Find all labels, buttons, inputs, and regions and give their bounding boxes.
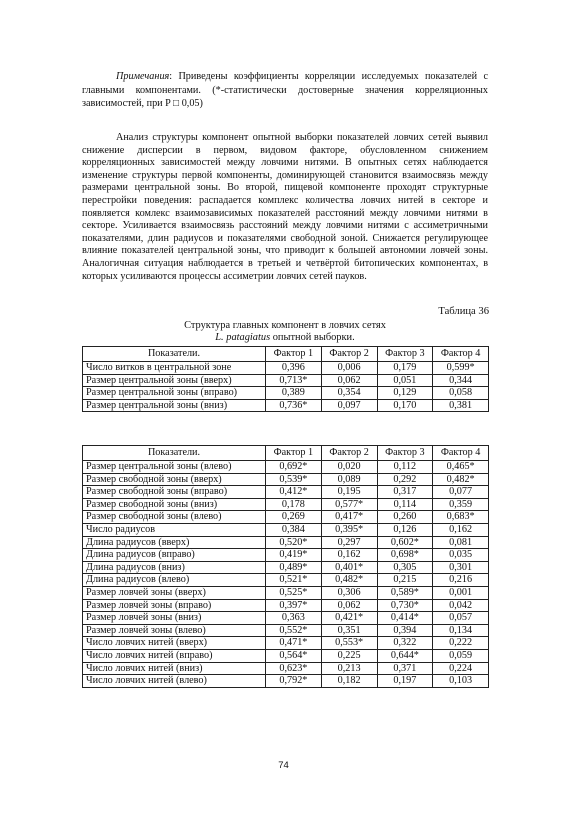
factor-3-value-cell: 0,215 (377, 574, 433, 587)
factor-2-value-cell: 0,162 (321, 549, 377, 562)
factor-4-value-cell: 0,344 (433, 374, 489, 387)
table-row (83, 549, 489, 562)
indicator-name-cell: Размер свободной зоны (вниз) (83, 498, 266, 511)
factor-2-value-cell: 0,351 (321, 624, 377, 637)
table-row (83, 624, 489, 637)
caption-line-2 (82, 332, 488, 344)
factor-1-value-cell: 0,178 (266, 498, 322, 511)
factor-2-value-cell: 0,553* (321, 637, 377, 650)
factor-2-value-cell: 0,354 (321, 387, 377, 400)
analysis-paragraph: Анализ структуры компонент опытной выборки показателей ловчих сетей выявил снижение дисперсии в первом, видовом факторе, обусловленном снижением корреляционных зависимостей между ловчими нитями. В опытных сетях наблюдается изменение структуры первой компоненты, доминирующей становится взаимосвязь между размерами центральной зоны. Во второй, пищевой компоненте проходят структурные перестройки поведения: распадается комплекс количества ловчих нитей в секторе и появляется комлекс взаимозависимых показателей расстояний между ловчими нитями в секторе. Усиливается взаимосвязь расстояний между ловчими нитями с ассиметричными показателями, длин радиусов и показателями свободной зоной. Снижается регулирующее влияние показателей центральной зоны, что приводит к большей автономии ловчей зоны. Аналогичная ситуация наблюдается в третьей и четвёртой битопических компонентах, в которых усиливаются процессы ассиметрии ловчих сетей пауков. (82, 132, 488, 282)
table-body (83, 362, 489, 412)
factor-1-value-cell: 0,471* (266, 637, 322, 650)
table-note (82, 70, 488, 111)
factor-3-value-cell: 0,292 (377, 473, 433, 486)
factor-3-value-cell: 0,698* (377, 549, 433, 562)
table-row (83, 536, 489, 549)
factor-3-value-cell: 0,317 (377, 486, 433, 499)
factor-4-value-cell: 0,134 (433, 624, 489, 637)
factor-1-value-cell: 0,363 (266, 612, 322, 625)
factor-4-value-cell: 0,059 (433, 649, 489, 662)
table-row (83, 473, 489, 486)
factor-4-value-cell: 0,465* (433, 461, 489, 474)
note-label: Примечания (116, 71, 170, 82)
indicator-name-cell: Длина радиусов (вверх) (83, 536, 266, 549)
factor-3-value-cell: 0,414* (377, 612, 433, 625)
table-body (83, 461, 489, 688)
factor-1-value-cell: 0,269 (266, 511, 322, 524)
table-row (83, 637, 489, 650)
page-number: 74 (278, 760, 289, 771)
factor-3-value-cell: 0,260 (377, 511, 433, 524)
factor-3-value-cell: 0,322 (377, 637, 433, 650)
caption-line-1: Структура главных компонент в ловчих сетях (184, 320, 386, 331)
factor-3-value-cell: 0,305 (377, 561, 433, 574)
indicator-name-cell: Длина радиусов (вниз) (83, 561, 266, 574)
indicator-name-cell: Число радиусов (83, 523, 266, 536)
table-row (83, 511, 489, 524)
factor-table-2 (82, 445, 489, 688)
indicator-name-cell: Размер ловчей зоны (вниз) (83, 612, 266, 625)
factor-2-value-cell: 0,421* (321, 612, 377, 625)
table-number: Таблица 36 (438, 306, 489, 317)
factor-3-value-cell: 0,170 (377, 399, 433, 412)
factor-4-value-cell: 0,001 (433, 586, 489, 599)
table-row (83, 399, 489, 412)
factor-2-value-cell: 0,577* (321, 498, 377, 511)
table-row (83, 498, 489, 511)
indicator-name-cell: Число ловчих нитей (вверх) (83, 637, 266, 650)
indicator-name-cell: Размер центральной зоны (вверх) (83, 374, 266, 387)
factor-3-value-cell: 0,129 (377, 387, 433, 400)
indicator-name-cell: Размер ловчей зоны (вправо) (83, 599, 266, 612)
factor-3-value-cell: 0,112 (377, 461, 433, 474)
header-factor-2: Фактор 2 (321, 347, 377, 362)
factor-4-value-cell: 0,683* (433, 511, 489, 524)
table-row (83, 599, 489, 612)
factor-2-value-cell: 0,006 (321, 362, 377, 375)
factor-1-value-cell: 0,412* (266, 486, 322, 499)
factor-1-value-cell: 0,396 (266, 362, 322, 375)
factor-2-value-cell: 0,417* (321, 511, 377, 524)
header-factor-4: Фактор 4 (433, 446, 489, 461)
factor-4-value-cell: 0,058 (433, 387, 489, 400)
factor-1-value-cell: 0,520* (266, 536, 322, 549)
indicator-name-cell: Размер свободной зоны (вверх) (83, 473, 266, 486)
table-row (83, 649, 489, 662)
factor-1-value-cell: 0,736* (266, 399, 322, 412)
table-row (83, 675, 489, 688)
indicator-name-cell: Число витков в центральной зоне (83, 362, 266, 375)
table-row (83, 461, 489, 474)
table-row (83, 374, 489, 387)
factor-2-value-cell: 0,195 (321, 486, 377, 499)
factor-3-value-cell: 0,197 (377, 675, 433, 688)
factor-3-value-cell: 0,644* (377, 649, 433, 662)
factor-4-value-cell: 0,162 (433, 523, 489, 536)
header-factor-1: Фактор 1 (266, 347, 322, 362)
factor-2-value-cell: 0,482* (321, 574, 377, 587)
factor-3-value-cell: 0,589* (377, 586, 433, 599)
indicator-name-cell: Размер центральной зоны (влево) (83, 461, 266, 474)
factor-4-value-cell: 0,035 (433, 549, 489, 562)
factor-4-value-cell: 0,222 (433, 637, 489, 650)
indicator-name-cell: Число ловчих нитей (влево) (83, 675, 266, 688)
header-indicator: Показатели. (83, 446, 266, 461)
header-indicator: Показатели. (83, 347, 266, 362)
factor-1-value-cell: 0,397* (266, 599, 322, 612)
factor-4-value-cell: 0,042 (433, 599, 489, 612)
factor-1-value-cell: 0,521* (266, 574, 322, 587)
factor-1-value-cell: 0,692* (266, 461, 322, 474)
indicator-name-cell: Размер свободной зоны (вправо) (83, 486, 266, 499)
header-factor-1: Фактор 1 (266, 446, 322, 461)
factor-4-value-cell: 0,224 (433, 662, 489, 675)
header-factor-2: Фактор 2 (321, 446, 377, 461)
factor-1-value-cell: 0,539* (266, 473, 322, 486)
header-factor-3: Фактор 3 (377, 347, 433, 362)
factor-3-value-cell: 0,394 (377, 624, 433, 637)
factor-1-value-cell: 0,489* (266, 561, 322, 574)
header-factor-4: Фактор 4 (433, 347, 489, 362)
factor-2-value-cell: 0,182 (321, 675, 377, 688)
table-row (83, 574, 489, 587)
factor-4-value-cell: 0,381 (433, 399, 489, 412)
indicator-name-cell: Длина радиусов (влево) (83, 574, 266, 587)
factor-2-value-cell: 0,097 (321, 399, 377, 412)
factor-2-value-cell: 0,089 (321, 473, 377, 486)
factor-table-1 (82, 346, 489, 412)
factor-1-value-cell: 0,419* (266, 549, 322, 562)
factor-4-value-cell: 0,301 (433, 561, 489, 574)
factor-1-value-cell: 0,623* (266, 662, 322, 675)
factor-3-value-cell: 0,114 (377, 498, 433, 511)
factor-2-value-cell: 0,395* (321, 523, 377, 536)
indicator-name-cell: Размер ловчей зоны (влево) (83, 624, 266, 637)
caption-line-2-rest: опытной выборки. (270, 332, 355, 343)
note-text: : Приведены коэффициенты корреляции исследуемых показателей с главными компонентами. (*-статистически достоверные значения корреляционных зависимостей, при P □ 0,05) (82, 71, 488, 109)
factor-4-value-cell: 0,599* (433, 362, 489, 375)
factor-3-value-cell: 0,730* (377, 599, 433, 612)
species-name: L. patagiatus (215, 332, 271, 343)
table-header-row (83, 446, 489, 461)
factor-3-value-cell: 0,179 (377, 362, 433, 375)
table-row (83, 523, 489, 536)
factor-2-value-cell: 0,062 (321, 374, 377, 387)
table-row (83, 362, 489, 375)
indicator-name-cell: Размер центральной зоны (вправо) (83, 387, 266, 400)
table-row (83, 486, 489, 499)
factor-2-value-cell: 0,062 (321, 599, 377, 612)
factor-1-value-cell: 0,525* (266, 586, 322, 599)
factor-2-value-cell: 0,306 (321, 586, 377, 599)
factor-4-value-cell: 0,216 (433, 574, 489, 587)
indicator-name-cell: Число ловчих нитей (вправо) (83, 649, 266, 662)
factor-1-value-cell: 0,713* (266, 374, 322, 387)
table-row (83, 662, 489, 675)
table-row (83, 612, 489, 625)
table-row (83, 586, 489, 599)
factor-4-value-cell: 0,081 (433, 536, 489, 549)
indicator-name-cell: Размер центральной зоны (вниз) (83, 399, 266, 412)
indicator-name-cell: Число ловчих нитей (вниз) (83, 662, 266, 675)
factor-1-value-cell: 0,792* (266, 675, 322, 688)
factor-2-value-cell: 0,225 (321, 649, 377, 662)
factor-2-value-cell: 0,401* (321, 561, 377, 574)
factor-4-value-cell: 0,359 (433, 498, 489, 511)
table-row (83, 561, 489, 574)
table-header-row (83, 347, 489, 362)
factor-1-value-cell: 0,384 (266, 523, 322, 536)
factor-1-value-cell: 0,564* (266, 649, 322, 662)
table-row (83, 387, 489, 400)
factor-2-value-cell: 0,297 (321, 536, 377, 549)
header-factor-3: Фактор 3 (377, 446, 433, 461)
indicator-name-cell: Размер свободной зоны (влево) (83, 511, 266, 524)
factor-4-value-cell: 0,103 (433, 675, 489, 688)
factor-3-value-cell: 0,051 (377, 374, 433, 387)
factor-3-value-cell: 0,602* (377, 536, 433, 549)
factor-2-value-cell: 0,213 (321, 662, 377, 675)
factor-3-value-cell: 0,371 (377, 662, 433, 675)
factor-3-value-cell: 0,126 (377, 523, 433, 536)
indicator-name-cell: Размер ловчей зоны (вверх) (83, 586, 266, 599)
table-caption (82, 320, 488, 344)
factor-1-value-cell: 0,552* (266, 624, 322, 637)
indicator-name-cell: Длина радиусов (вправо) (83, 549, 266, 562)
factor-4-value-cell: 0,482* (433, 473, 489, 486)
factor-1-value-cell: 0,389 (266, 387, 322, 400)
factor-2-value-cell: 0,020 (321, 461, 377, 474)
factor-4-value-cell: 0,057 (433, 612, 489, 625)
factor-4-value-cell: 0,077 (433, 486, 489, 499)
